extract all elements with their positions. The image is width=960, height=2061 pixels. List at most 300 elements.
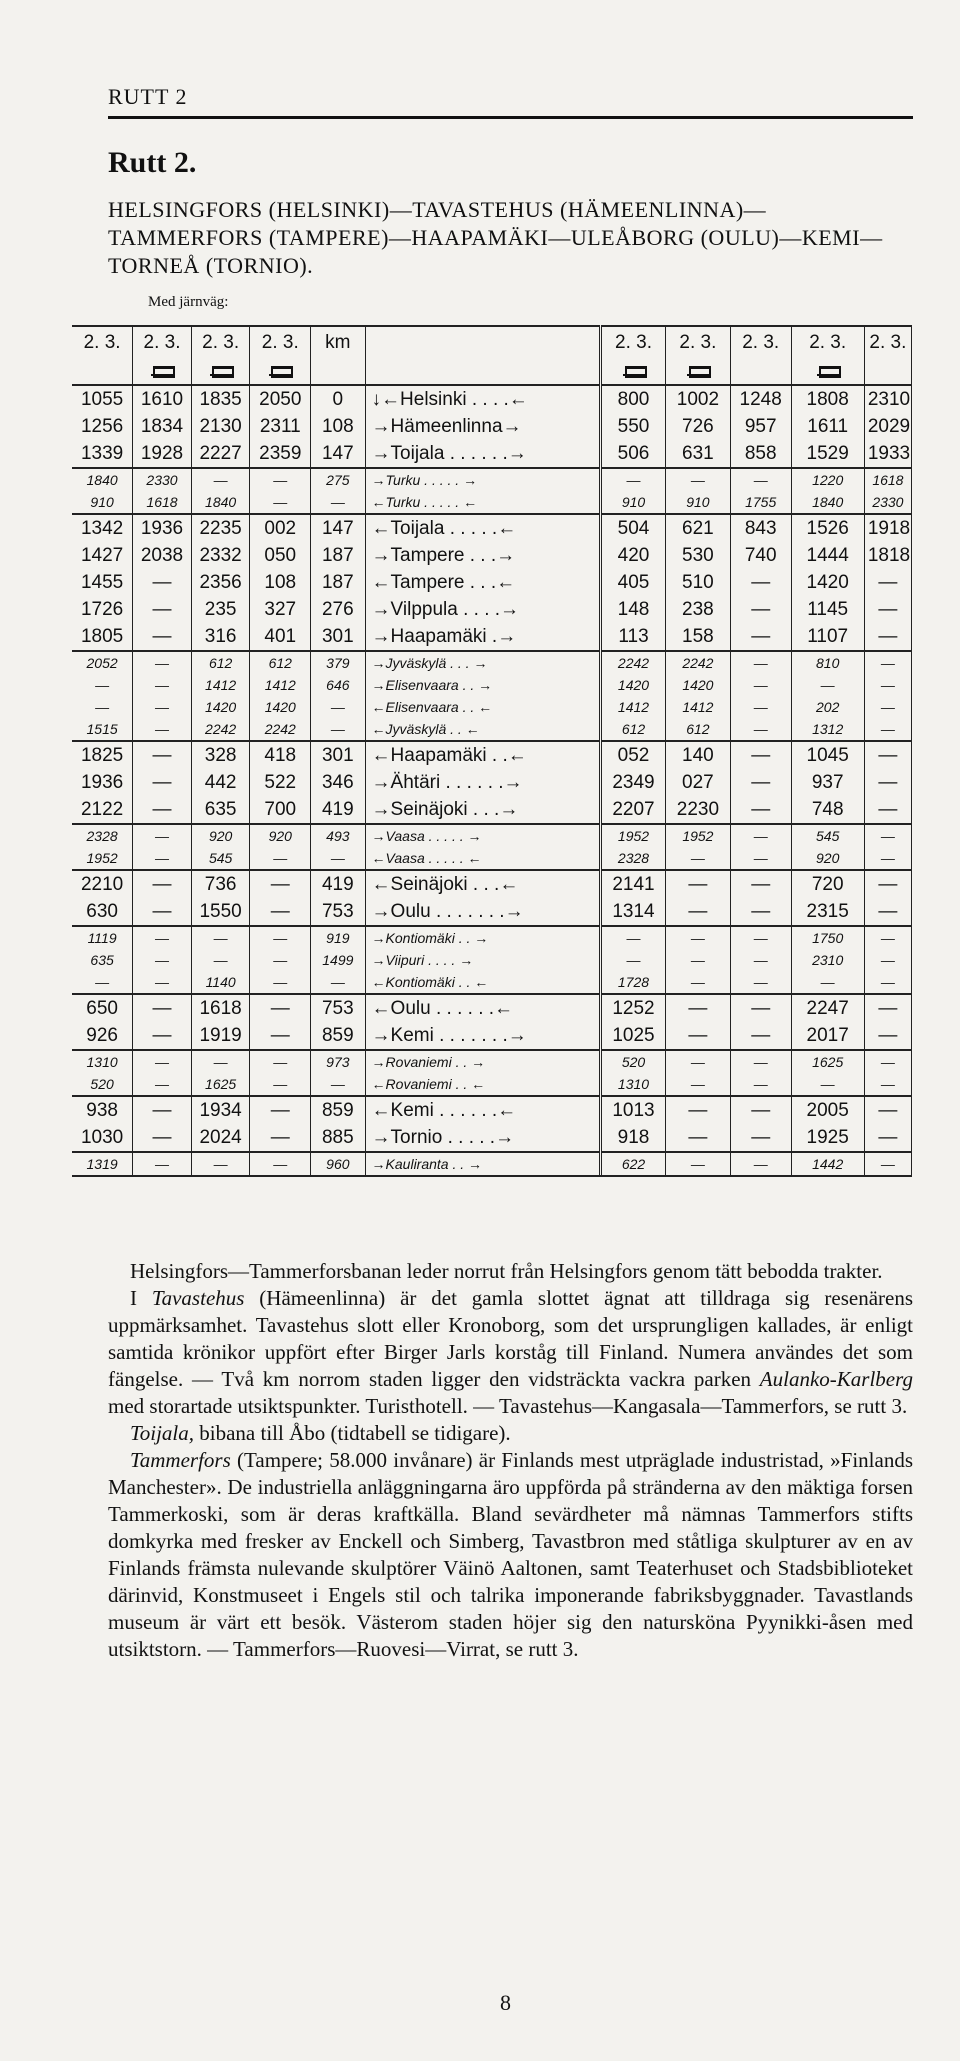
time-cell: 1412 — [191, 674, 250, 696]
time-cell: 720 — [791, 870, 864, 898]
time-cell: — — [665, 1073, 730, 1096]
km-cell: 379 — [311, 651, 365, 674]
time-cell: 1840 — [791, 491, 864, 514]
time-cell: — — [133, 926, 192, 949]
class-header: 2. 3. — [665, 326, 730, 357]
time-cell: 631 — [665, 440, 730, 468]
time-cell: — — [864, 569, 911, 596]
station-cell: →Tampere . . .→ — [365, 542, 601, 569]
time-cell: 630 — [72, 898, 133, 926]
time-cell: — — [250, 994, 311, 1022]
time-cell: — — [864, 1022, 911, 1050]
timetable-row — [72, 847, 912, 870]
time-cell: — — [133, 718, 192, 741]
time-cell: — — [250, 1073, 311, 1096]
place-aulanko: Aulanko-Karlberg — [759, 1367, 914, 1391]
timetable-row — [72, 926, 912, 949]
time-cell: 2141 — [601, 870, 666, 898]
time-cell: — — [730, 994, 791, 1022]
time-cell: — — [250, 926, 311, 949]
time-cell: 926 — [72, 1022, 133, 1050]
time-cell: 1529 — [791, 440, 864, 468]
class-header: 2. 3. — [864, 326, 911, 357]
time-cell: 1252 — [601, 994, 666, 1022]
time-cell: — — [250, 1022, 311, 1050]
time-cell: — — [665, 994, 730, 1022]
time-cell: 2242 — [601, 651, 666, 674]
time-cell: 1314 — [601, 898, 666, 926]
time-cell: — — [864, 1152, 911, 1175]
time-cell: — — [665, 1152, 730, 1175]
p2-intro: I — [130, 1286, 137, 1310]
route-description: HELSINGFORS (HELSINKI)—TAVASTEHUS (HÄMEENLINNA)—TAMMERFORS (TAMPERE)—HAAPAMÄKI—ULEÅBORG (OULU)—KEMI—TORNEÅ (TORNIO). — [108, 197, 883, 278]
km-cell: — — [311, 491, 365, 514]
time-cell: 027 — [665, 769, 730, 796]
time-cell: — — [864, 796, 911, 824]
timetable-row — [72, 796, 912, 824]
station-cell: →Kontiomäki . . → — [365, 926, 601, 949]
timetable-row — [72, 1096, 912, 1124]
station-cell: ←Vaasa . . . . . ← — [365, 847, 601, 870]
time-cell: 1805 — [72, 623, 133, 651]
station-cell: →Elisenvaara . . → — [365, 674, 601, 696]
time-cell: 2050 — [250, 385, 311, 413]
time-cell: — — [250, 1096, 311, 1124]
km-cell: 147 — [311, 514, 365, 542]
timetable-bottom-rule — [72, 1175, 912, 1177]
time-cell: 1934 — [191, 1096, 250, 1124]
time-cell: 530 — [665, 542, 730, 569]
km-cell: — — [311, 696, 365, 718]
time-cell: 327 — [250, 596, 311, 623]
time-cell: — — [250, 468, 311, 491]
km-cell: 1499 — [311, 949, 365, 971]
timetable-row — [72, 696, 912, 718]
time-cell: 2230 — [665, 796, 730, 824]
time-cell: 2024 — [191, 1124, 250, 1152]
time-cell: 1013 — [601, 1096, 666, 1124]
km-cell: 919 — [311, 926, 365, 949]
time-cell: 938 — [72, 1096, 133, 1124]
time-cell: 418 — [250, 741, 311, 769]
timetable-row — [72, 769, 912, 796]
time-cell: — — [601, 926, 666, 949]
time-cell: — — [133, 769, 192, 796]
time-cell: 1952 — [72, 847, 133, 870]
time-cell: — — [864, 949, 911, 971]
time-cell: 520 — [72, 1073, 133, 1096]
time-cell: 1618 — [133, 491, 192, 514]
time-cell: — — [730, 1152, 791, 1175]
sleeping-car-icon — [623, 363, 645, 376]
station-cell: ←Seinäjoki . . .← — [365, 870, 601, 898]
time-cell: 1840 — [72, 468, 133, 491]
time-cell: 545 — [791, 824, 864, 847]
time-cell: 1726 — [72, 596, 133, 623]
time-cell: 612 — [191, 651, 250, 674]
km-cell: 147 — [311, 440, 365, 468]
km-cell: 973 — [311, 1050, 365, 1073]
time-cell: 920 — [791, 847, 864, 870]
time-cell: — — [250, 1050, 311, 1073]
time-cell: 1312 — [791, 718, 864, 741]
class-header: 2. 3. — [730, 326, 791, 357]
timetable-grid — [72, 325, 912, 1175]
time-cell: 910 — [601, 491, 666, 514]
time-cell: 1420 — [791, 569, 864, 596]
paragraph-tavastehus — [108, 1285, 913, 1420]
time-cell: 1952 — [665, 824, 730, 847]
time-cell: 545 — [191, 847, 250, 870]
station-cell: ←Turku . . . . . ← — [365, 491, 601, 514]
time-cell: 858 — [730, 440, 791, 468]
time-cell: 1140 — [191, 971, 250, 994]
time-cell: — — [191, 926, 250, 949]
time-cell: 843 — [730, 514, 791, 542]
time-cell: 2311 — [250, 413, 311, 440]
time-cell: — — [864, 623, 911, 651]
time-cell: 1610 — [133, 385, 192, 413]
sleeper-cell — [311, 357, 365, 385]
time-cell: 1840 — [191, 491, 250, 514]
station-cell: →Kauliranta . . → — [365, 1152, 601, 1175]
time-cell: 002 — [250, 514, 311, 542]
station-cell: →Hämeenlinna→ — [365, 413, 601, 440]
time-cell: — — [730, 596, 791, 623]
class-header: 2. 3. — [250, 326, 311, 357]
time-cell: 2038 — [133, 542, 192, 569]
station-cell: ←Elisenvaara . . ← — [365, 696, 601, 718]
sleeping-car-icon — [817, 363, 839, 376]
time-cell: 622 — [601, 1152, 666, 1175]
time-cell: — — [133, 623, 192, 651]
km-cell: 108 — [311, 413, 365, 440]
timetable-row — [72, 440, 912, 468]
station-cell: ←Toijala . . . . .← — [365, 514, 601, 542]
time-cell: — — [665, 468, 730, 491]
km-cell: 960 — [311, 1152, 365, 1175]
time-cell: — — [864, 674, 911, 696]
time-cell: 2247 — [791, 994, 864, 1022]
time-cell: 1256 — [72, 413, 133, 440]
time-cell: — — [191, 1050, 250, 1073]
time-cell: — — [665, 1124, 730, 1152]
station-cell: →Kemi . . . . . . .→ — [365, 1022, 601, 1050]
km-cell: — — [311, 718, 365, 741]
time-cell: — — [72, 674, 133, 696]
station-cell: →Turku . . . . . → — [365, 468, 601, 491]
time-cell: 1455 — [72, 569, 133, 596]
timetable — [72, 325, 912, 1177]
time-cell: — — [730, 971, 791, 994]
station-cell: ←Jyväskylä . . ← — [365, 718, 601, 741]
time-cell: — — [730, 926, 791, 949]
time-cell: — — [133, 569, 192, 596]
timetable-row — [72, 1022, 912, 1050]
time-cell: 2330 — [864, 491, 911, 514]
time-cell: — — [601, 468, 666, 491]
time-cell: 2017 — [791, 1022, 864, 1050]
time-cell: 612 — [250, 651, 311, 674]
paragraph-toijala — [108, 1420, 913, 1447]
station-cell: →Rovaniemi . . → — [365, 1050, 601, 1073]
km-cell: 301 — [311, 623, 365, 651]
time-cell: 202 — [791, 696, 864, 718]
timetable-row — [72, 994, 912, 1022]
time-cell: — — [864, 1124, 911, 1152]
rail-note: Med järnväg: — [148, 294, 229, 310]
time-cell: 1310 — [72, 1050, 133, 1073]
timetable-row — [72, 385, 912, 413]
time-cell: 1107 — [791, 623, 864, 651]
time-cell: 748 — [791, 796, 864, 824]
place-toijala: Toijala, — [130, 1421, 195, 1445]
time-cell: 2328 — [72, 824, 133, 847]
sleeper-cell — [864, 357, 911, 385]
station-cell: →Viipuri . . . . → — [365, 949, 601, 971]
time-cell: 612 — [601, 718, 666, 741]
timetable-row — [72, 718, 912, 741]
time-cell: — — [250, 847, 311, 870]
station-cell: ↓←Helsinki . . . .← — [365, 385, 601, 413]
time-cell: 1825 — [72, 741, 133, 769]
paragraph-intro: Helsingfors—Tammerforsbanan leder norrut från Helsingfors genom tätt bebodda trakter. — [130, 1259, 883, 1283]
timetable-row — [72, 468, 912, 491]
time-cell: — — [864, 1096, 911, 1124]
sleeper-cell — [791, 357, 864, 385]
place-tammerfors: Tammerfors — [130, 1448, 231, 1472]
km-cell: 301 — [311, 741, 365, 769]
time-cell: — — [864, 824, 911, 847]
time-cell: 504 — [601, 514, 666, 542]
time-cell: 1835 — [191, 385, 250, 413]
time-cell: 740 — [730, 542, 791, 569]
class-header: 2. 3. — [191, 326, 250, 357]
timetable-row — [72, 413, 912, 440]
station-cell: ←Tampere . . .← — [365, 569, 601, 596]
time-cell: — — [730, 1022, 791, 1050]
time-cell: — — [665, 1022, 730, 1050]
time-cell: 1420 — [191, 696, 250, 718]
sleeping-car-icon — [151, 363, 173, 376]
time-cell: — — [133, 949, 192, 971]
time-cell: 1928 — [133, 440, 192, 468]
timetable-row — [72, 898, 912, 926]
time-cell: — — [133, 741, 192, 769]
body-text — [108, 1258, 913, 1663]
time-cell: 1818 — [864, 542, 911, 569]
time-cell: 1550 — [191, 898, 250, 926]
sleeper-cell — [72, 357, 133, 385]
time-cell: 920 — [191, 824, 250, 847]
time-cell: 1420 — [665, 674, 730, 696]
time-cell: 2242 — [665, 651, 730, 674]
time-cell: 1412 — [601, 696, 666, 718]
timetable-row — [72, 1152, 912, 1175]
timetable-row — [72, 1073, 912, 1096]
time-cell: 510 — [665, 569, 730, 596]
page-number: 8 — [500, 1990, 511, 2015]
time-cell: 140 — [665, 741, 730, 769]
time-cell: 1750 — [791, 926, 864, 949]
time-cell: 957 — [730, 413, 791, 440]
time-cell: 1611 — [791, 413, 864, 440]
time-cell: — — [864, 696, 911, 718]
station-cell: →Jyväskylä . . . → — [365, 651, 601, 674]
time-cell: 1248 — [730, 385, 791, 413]
time-cell: 2310 — [864, 385, 911, 413]
time-cell: — — [791, 1073, 864, 1096]
time-cell: — — [730, 718, 791, 741]
time-cell: — — [665, 1096, 730, 1124]
time-cell: — — [730, 769, 791, 796]
time-cell: — — [601, 949, 666, 971]
time-cell: — — [133, 1073, 192, 1096]
time-cell: 1526 — [791, 514, 864, 542]
time-cell: — — [730, 696, 791, 718]
timetable-row — [72, 949, 912, 971]
time-cell: 2235 — [191, 514, 250, 542]
time-cell: — — [864, 1073, 911, 1096]
time-cell: 2227 — [191, 440, 250, 468]
time-cell: — — [730, 674, 791, 696]
km-cell: 187 — [311, 569, 365, 596]
timetable-row — [72, 1124, 912, 1152]
station-cell: ←Rovaniemi . . ← — [365, 1073, 601, 1096]
running-head: RUTT 2 — [108, 84, 188, 109]
time-cell: 2210 — [72, 870, 133, 898]
time-cell: 420 — [601, 542, 666, 569]
time-cell: 1515 — [72, 718, 133, 741]
time-cell: 1952 — [601, 824, 666, 847]
timetable-row — [72, 674, 912, 696]
timetable-row — [72, 542, 912, 569]
km-cell: — — [311, 847, 365, 870]
timetable-row — [72, 870, 912, 898]
station-header — [365, 326, 601, 357]
time-cell: — — [730, 870, 791, 898]
time-cell: 1918 — [864, 514, 911, 542]
time-cell: 635 — [191, 796, 250, 824]
time-cell: 316 — [191, 623, 250, 651]
km-cell: — — [311, 971, 365, 994]
station-cell: ←Oulu . . . . . .← — [365, 994, 601, 1022]
sleeping-car-icon — [269, 363, 291, 376]
time-cell: 2242 — [250, 718, 311, 741]
time-cell: — — [72, 971, 133, 994]
time-cell: — — [133, 596, 192, 623]
km-cell: 885 — [311, 1124, 365, 1152]
time-cell: 506 — [601, 440, 666, 468]
time-cell: 2315 — [791, 898, 864, 926]
time-cell: — — [133, 1152, 192, 1175]
time-cell: 1808 — [791, 385, 864, 413]
time-cell: — — [730, 847, 791, 870]
time-cell: 1925 — [791, 1124, 864, 1152]
time-cell: — — [191, 949, 250, 971]
km-cell: 753 — [311, 898, 365, 926]
class-header: 2. 3. — [72, 326, 133, 357]
time-cell: 800 — [601, 385, 666, 413]
timetable-row — [72, 569, 912, 596]
time-cell: 113 — [601, 623, 666, 651]
time-cell: 736 — [191, 870, 250, 898]
class-header: 2. 3. — [791, 326, 864, 357]
km-cell: 419 — [311, 870, 365, 898]
time-cell: 1618 — [191, 994, 250, 1022]
time-cell: 522 — [250, 769, 311, 796]
p2-text: (Hämeenlinna) är det gamla slottet ägnat att tilldraga sig resenärens uppmärksamhet. Tavastehus slott eller Kronoborg, som det ursprungligen kallades, är enligt samtida krönikor uppfört efter Birger Jarls korståg till Finland. Numera användes det som fängelse. — Två km norrom staden ligger den vidsträckta vackra parken — [108, 1286, 914, 1391]
time-cell: 621 — [665, 514, 730, 542]
station-cell: ←Kemi . . . . . .← — [365, 1096, 601, 1124]
time-cell: 2349 — [601, 769, 666, 796]
time-cell: 1420 — [601, 674, 666, 696]
time-cell: 1339 — [72, 440, 133, 468]
time-cell: 1055 — [72, 385, 133, 413]
time-cell: — — [791, 971, 864, 994]
km-cell: 0 — [311, 385, 365, 413]
time-cell: — — [250, 870, 311, 898]
km-cell: 859 — [311, 1096, 365, 1124]
time-cell: 1936 — [72, 769, 133, 796]
sleeper-cell — [601, 357, 666, 385]
time-cell: 2328 — [601, 847, 666, 870]
time-cell: 1444 — [791, 542, 864, 569]
time-cell: — — [730, 824, 791, 847]
time-cell: 1919 — [191, 1022, 250, 1050]
time-cell: — — [864, 741, 911, 769]
km-cell: 275 — [311, 468, 365, 491]
timetable-header-row — [72, 326, 912, 357]
header-rule — [108, 116, 913, 119]
class-header: 2. 3. — [601, 326, 666, 357]
km-cell: 346 — [311, 769, 365, 796]
time-cell: — — [864, 596, 911, 623]
time-cell: — — [133, 870, 192, 898]
time-cell: 2207 — [601, 796, 666, 824]
time-cell: — — [133, 696, 192, 718]
km-cell: 859 — [311, 1022, 365, 1050]
km-cell: — — [311, 1073, 365, 1096]
route-title: Rutt 2. — [108, 146, 197, 179]
timetable-row — [72, 1050, 912, 1073]
time-cell: — — [191, 468, 250, 491]
time-cell: — — [133, 847, 192, 870]
time-cell: 1728 — [601, 971, 666, 994]
time-cell: 700 — [250, 796, 311, 824]
time-cell: 442 — [191, 769, 250, 796]
time-cell: — — [133, 651, 192, 674]
km-cell: 419 — [311, 796, 365, 824]
time-cell: 1030 — [72, 1124, 133, 1152]
station-cell: →Toijala . . . . . .→ — [365, 440, 601, 468]
time-cell: 050 — [250, 542, 311, 569]
station-cell: →Vaasa . . . . . → — [365, 824, 601, 847]
time-cell: 108 — [250, 569, 311, 596]
time-cell: — — [864, 971, 911, 994]
time-cell: 052 — [601, 741, 666, 769]
time-cell: — — [72, 696, 133, 718]
station-cell: →Tornio . . . . .→ — [365, 1124, 601, 1152]
station-header-blank — [365, 357, 601, 385]
time-cell: 1618 — [864, 468, 911, 491]
time-cell: — — [133, 898, 192, 926]
time-cell: — — [864, 926, 911, 949]
time-cell: — — [730, 1050, 791, 1073]
timetable-row — [72, 491, 912, 514]
time-cell: — — [730, 1073, 791, 1096]
time-cell: — — [250, 1152, 311, 1175]
